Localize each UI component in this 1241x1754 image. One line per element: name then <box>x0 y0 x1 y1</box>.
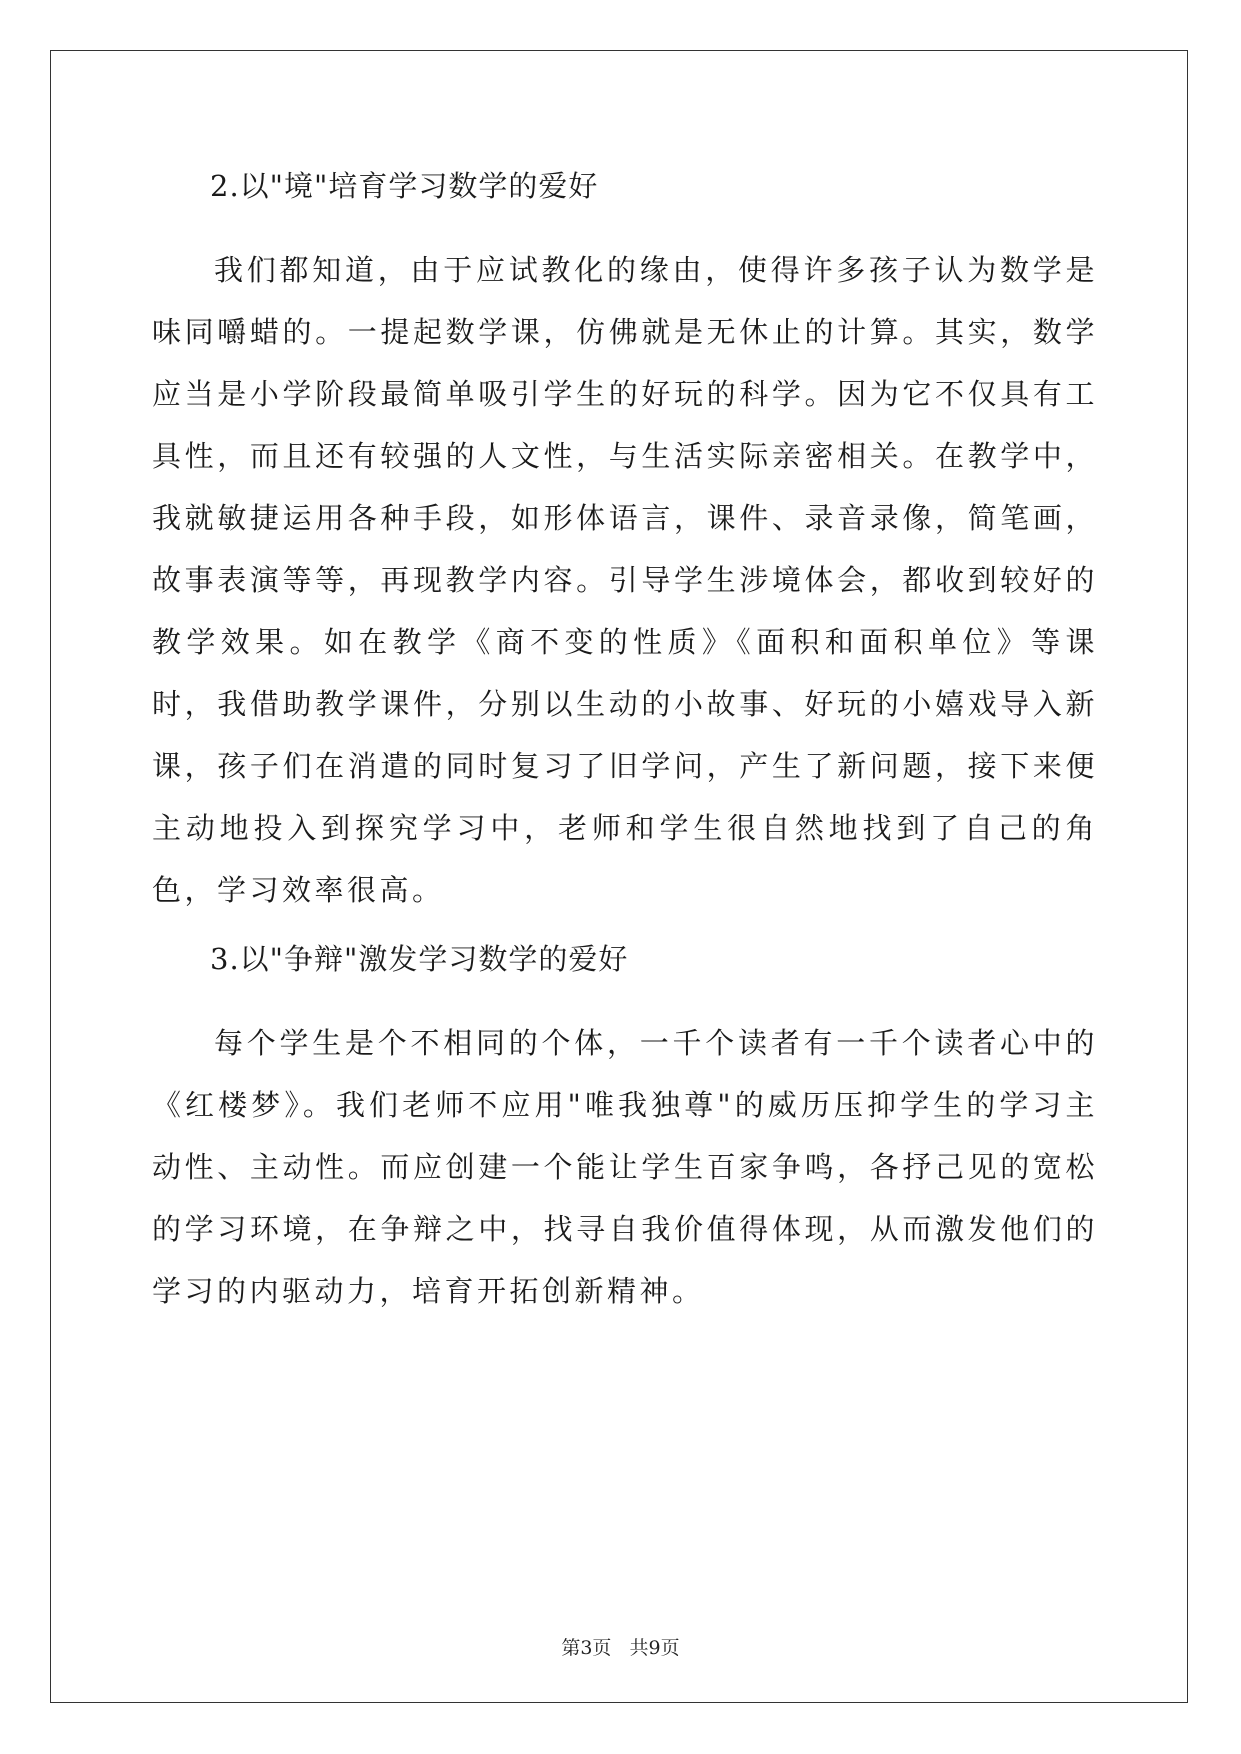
section-paragraph-3: 每个学生是个不相同的个体，一千个读者有一千个读者心中的《红楼梦》。我们老师不应用"唯我独尊"的威历压抑学生的学习主动性、主动性。而应创建一个能让学生百家争鸣，各抒己见的宽松的学习环境，在争辩之中，找寻自我价值得体现，从而激发他们的学习的内驱动力，培育开拓创新精神。 <box>152 1026 1098 1308</box>
section-heading-2: 2.以"境"培育学习数学的爱好 <box>210 169 599 203</box>
section-paragraph-2: 我们都知道，由于应试教化的缘由，使得许多孩子认为数学是味同嚼蜡的。一提起数学课，仿佛就是无休止的计算。其实，数学应当是小学阶段最简单吸引学生的好玩的科学。因为它不仅具有工具性，而且还有较强的人文性，与生活实际亲密相关。在教学中，我就敏捷运用各种手段，如形体语言，课件、录音录像，简笔画，故事表演等等，再现教学内容。引导学生涉境体会，都收到较好的教学效果。如在教学《商不变的性质》《面积和面积单位》等课时，我借助教学课件，分别以生动的小故事、好玩的小嬉戏导入新课，孩子们在消遣的同时复习了旧学问，产生了新问题，接下来便主动地投入到探究学习中，老师和学生很自然地找到了自己的角色，学习效率很高。 <box>152 253 1098 907</box>
document-body <box>152 166 1098 1340</box>
page-number-footer: 第3页 共9页 <box>561 1637 680 1659</box>
section-heading-3: 3.以"争辩"激发学习数学的爱好 <box>210 942 629 976</box>
